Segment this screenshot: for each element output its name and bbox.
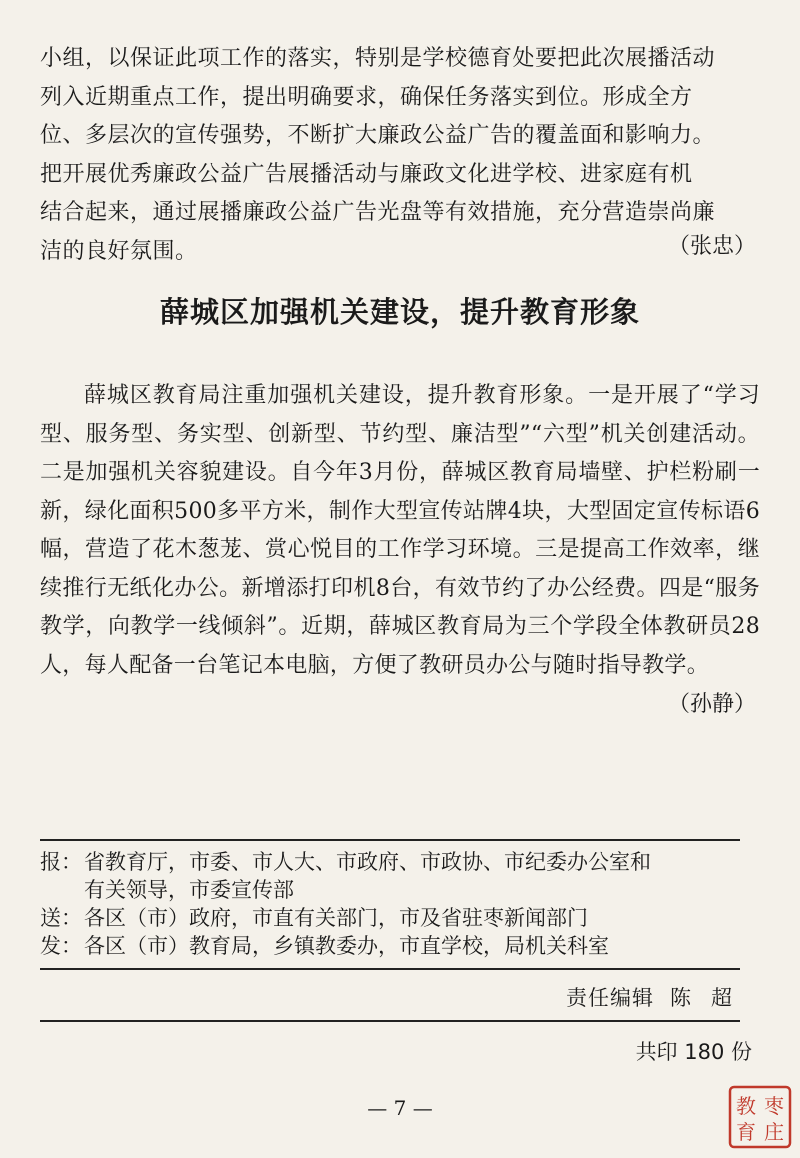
print-count: 共印 180 份 <box>635 1040 752 1064</box>
editor-name: 陈超 <box>670 986 752 1010</box>
editor-label: 责任编辑 <box>566 986 654 1010</box>
divider-top <box>40 839 740 841</box>
seal-char: 庄 <box>764 1120 784 1144</box>
continuation-line: 洁的良好氛围。 <box>40 238 198 264</box>
continuation-line: 结合起来，通过展播廉政公益广告光盘等有效措施，充分营造崇尚廉 <box>40 200 716 225</box>
responsible-editor <box>566 982 752 1012</box>
issue-row <box>40 932 760 960</box>
article-author: （孙静） <box>667 692 756 717</box>
article-title: 薛城区加强机关建设，提升教育形象 <box>159 295 640 329</box>
issue-text: 各区（市）教育局，乡镇教委办，市直学校，局机关科室 <box>84 934 609 958</box>
seal-char: 教 <box>736 1094 756 1118</box>
continuation-line: 列入近期重点工作，提出明确要求，确保任务落实到位。形成全方 <box>40 84 693 110</box>
issue-label: 发： <box>40 934 82 958</box>
seal-stamp <box>728 1085 792 1149</box>
send-text: 各区（市）政府，市直有关部门，市及省驻枣新闻部门 <box>84 906 588 930</box>
seal-char: 育 <box>736 1120 756 1144</box>
continuation-author: （张忠） <box>667 234 756 259</box>
article-body <box>40 377 760 685</box>
report-label: 报： <box>40 850 82 874</box>
report-row <box>40 848 760 876</box>
seal-char: 枣 <box>764 1094 784 1118</box>
divider-bottom <box>40 1020 740 1022</box>
report-text-continued: 有关领导，市委宣传部 <box>84 878 294 902</box>
divider-middle <box>40 968 740 970</box>
send-row <box>40 904 760 932</box>
distribution-list <box>40 848 760 960</box>
article-paragraph: 薛城区教育局注重加强机关建设，提升教育形象。一是开展了“学习型、服务型、务实型、创新型、节约型、廉洁型”“六型”机关创建活动。二是加强机关容貌建设。自今年3月份，薛城区教育局墙壁、护栏粉刷一新，绿化面积500多平方米，制作大型宣传站牌4块，大型固定宣传标语6幅，营造了花木葱茏、赏心悦目的工作学习环境。三是提高工作效率，继续推行无纸化办公。新增添打印机8台，有效节约了办公经费。四是“服务教学，向教学一线倾斜”。近期，薛城区教育局为三个学段全体教研员28人，每人配备一台笔记本电脑，方便了教研员办公与随时指导教学。 <box>40 383 760 678</box>
continuation-line: 把开展优秀廉政公益广告展播活动与廉政文化进学校、进家庭有机 <box>40 161 693 187</box>
send-label: 送： <box>40 906 82 930</box>
report-text: 省教育厅，市委、市人大、市政府、市政协、市纪委办公室和 <box>84 850 651 874</box>
page-number: — 7 — <box>367 1096 433 1120</box>
continuation-paragraph <box>40 40 760 271</box>
continuation-line: 位、多层次的宣传强势，不断扩大廉政公益广告的覆盖面和影响力。 <box>40 123 716 148</box>
continuation-line: 小组，以保证此项工作的落实，特别是学校德育处要把此次展播活动 <box>40 46 716 71</box>
